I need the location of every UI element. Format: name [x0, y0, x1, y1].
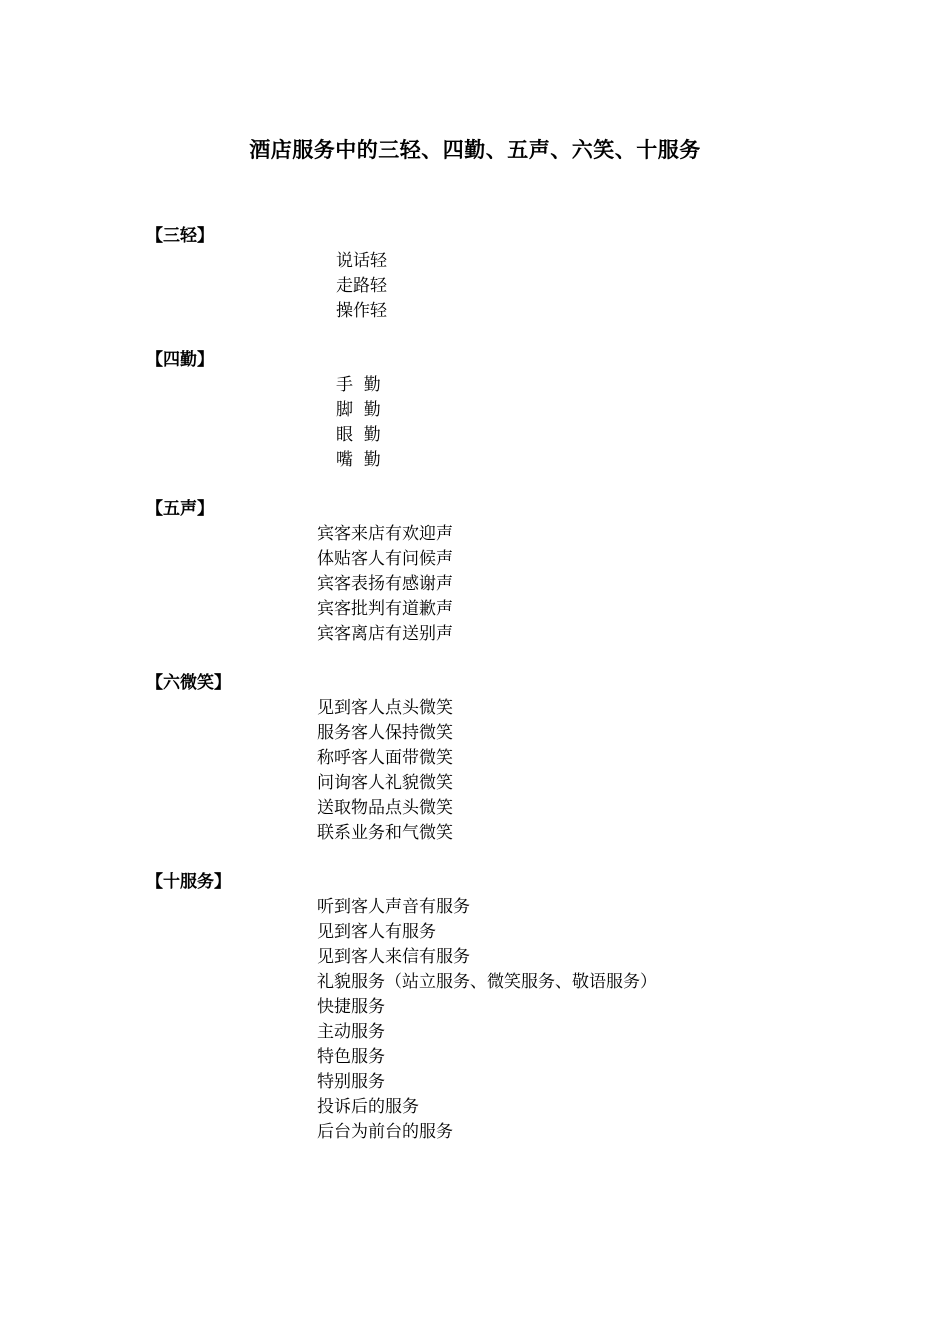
list-item: 特别服务: [317, 1072, 385, 1092]
list-item: 宾客批判有道歉声: [317, 599, 453, 619]
item-list: [146, 249, 846, 324]
list-item: 特色服务: [317, 1047, 385, 1067]
list-item: 操作轻: [336, 301, 387, 321]
item-list: [146, 522, 846, 647]
list-item: 礼貌服务（站立服务、微笑服务、敬语服务）: [317, 972, 657, 992]
list-item: 见到客人点头微笑: [317, 698, 453, 718]
list-item: 主动服务: [317, 1022, 385, 1042]
section-wu-sheng: [146, 497, 846, 647]
list-item: 服务客人保持微笑: [317, 723, 453, 743]
section-si-qin: [146, 348, 846, 473]
section-heading: 【三轻】: [146, 226, 214, 246]
section-heading: 【四勤】: [146, 350, 214, 370]
list-item: 见到客人来信有服务: [317, 947, 470, 967]
item-list: [146, 895, 846, 1145]
list-item: 脚 勤: [336, 400, 381, 420]
list-item: 宾客离店有送别声: [317, 624, 453, 644]
section-heading: 【六微笑】: [146, 673, 231, 693]
section-heading: 【五声】: [146, 499, 214, 519]
list-item: 宾客来店有欢迎声: [317, 524, 453, 544]
list-item: 联系业务和气微笑: [317, 823, 453, 843]
list-item: 后台为前台的服务: [317, 1122, 453, 1142]
list-item: 手 勤: [336, 375, 381, 395]
list-item: 走路轻: [336, 276, 387, 296]
list-item: 眼 勤: [336, 425, 381, 445]
list-item: 送取物品点头微笑: [317, 798, 453, 818]
list-item: 听到客人声音有服务: [317, 897, 470, 917]
list-item: 问询客人礼貌微笑: [317, 773, 453, 793]
list-item: 体贴客人有问候声: [317, 549, 453, 569]
list-item: 宾客表扬有感谢声: [317, 574, 453, 594]
section-liu-weixiao: [146, 671, 846, 846]
item-list: [146, 696, 846, 846]
section-shi-fuwu: [146, 870, 846, 1145]
section-heading: 【十服务】: [146, 872, 231, 892]
list-item: 嘴 勤: [336, 450, 381, 470]
list-item: 见到客人有服务: [317, 922, 436, 942]
list-item: 投诉后的服务: [317, 1097, 419, 1117]
section-san-qing: [146, 224, 846, 324]
item-list: [146, 373, 846, 473]
page-title: 酒店服务中的三轻、四勤、五声、六笑、十服务: [249, 138, 701, 162]
list-item: 说话轻: [336, 251, 387, 271]
list-item: 快捷服务: [317, 997, 385, 1017]
list-item: 称呼客人面带微笑: [317, 748, 453, 768]
